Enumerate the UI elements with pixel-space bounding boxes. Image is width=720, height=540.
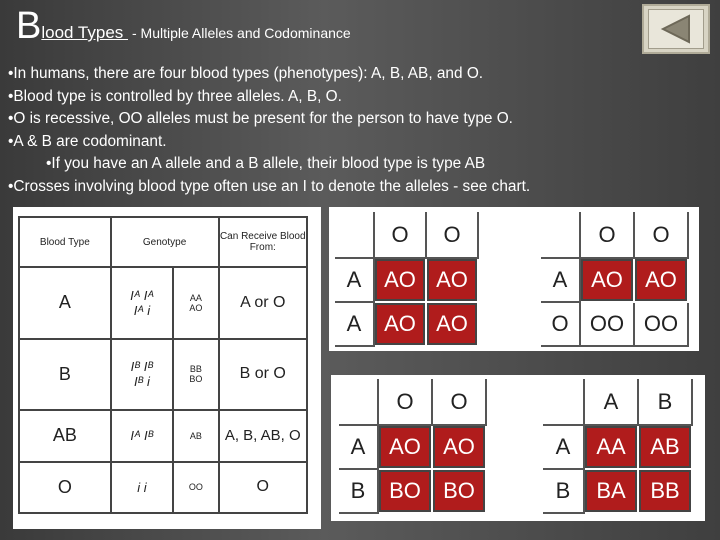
bullet-item: •Crosses involving blood type often use an I to denote the alleles - see chart. [8,177,531,195]
corner-cell [543,379,584,425]
row-b-alleles [173,339,218,411]
row-b-receive: B or O [219,339,307,411]
genotype-cell: AO [426,258,478,302]
genotype-cell: AO [374,258,426,302]
back-button[interactable] [642,4,710,54]
top-allele: O [378,379,432,425]
title-subtitle: - Multiple Alleles and Codominance [132,25,351,41]
bullet-item: •If you have an A allele and a B allele, their blood type is type AB [46,155,486,172]
genotype-cell: AO [634,258,688,302]
title-rest: lood Types [41,23,128,42]
bullet-item: •O is recessive, OO alleles must be present for the person to have type O. [8,110,513,127]
row-a-alleles [173,267,218,339]
genotype-line: Iᴬ i [133,302,151,318]
genotype-cell: AO [580,258,634,302]
blood-type-table-panel [13,207,321,529]
bullet-item: •A & B are codominant. [8,132,167,150]
side-allele: A [543,425,584,469]
genotype-line: Iᴮ i [133,374,150,390]
row-a-genotype [111,267,174,339]
row-o-receive: O [219,462,307,513]
genotype-cell: OO [634,302,688,346]
title-initial: B [16,5,42,47]
allele-pair: BO [189,374,203,385]
row-ab-alleles: AB [173,410,218,461]
header-receive: Can Receive Blood From: [219,217,307,267]
top-allele: O [374,212,426,258]
row-a-receive: A or O [219,267,307,339]
punnett-square-4 [543,379,693,514]
header-blood-type: Blood Type [19,217,111,267]
row-b-genotype [111,339,174,411]
genotype-cell: AB [638,425,692,469]
top-allele: O [634,212,688,258]
side-allele: A [339,425,378,469]
genotype-cell: AO [378,425,432,469]
side-allele: A [541,258,580,302]
top-allele: O [432,379,486,425]
row-o-alleles: OO [173,462,218,513]
side-allele: A [335,302,374,346]
blood-type-table [18,216,308,514]
side-allele: O [541,302,580,346]
header-genotype: Genotype [111,217,219,267]
corner-cell [541,212,580,258]
punnett-panel-bottom [331,375,705,521]
punnett-panel-top [329,207,699,351]
bullet-item: •In humans, there are four blood types (phenotypes): A, B, AB, and O. [8,65,484,82]
row-o-type: O [19,462,111,513]
top-allele: B [638,379,692,425]
allele-pair: AA [189,292,202,303]
top-allele: O [580,212,634,258]
genotype-cell: OO [580,302,634,346]
genotype-line: Iᴬ Iᴬ [130,287,154,303]
row-o-genotype: i i [111,462,174,513]
top-allele: O [426,212,478,258]
genotype-cell: AO [374,302,426,346]
side-allele: B [339,469,378,513]
punnett-square-1 [335,212,479,347]
genotype-cell: BO [378,469,432,513]
bullet-list [8,63,720,198]
slide-title [16,6,351,46]
row-a-type: A [19,267,111,339]
allele-pair: AO [189,302,203,313]
side-allele: B [543,469,584,513]
side-allele: A [335,258,374,302]
genotype-cell: AO [432,425,486,469]
genotype-cell: BO [432,469,486,513]
row-b-type: B [19,339,111,411]
corner-cell [335,212,374,258]
punnett-square-2 [541,212,689,347]
corner-cell [339,379,378,425]
genotype-cell: BA [584,469,638,513]
top-allele: A [584,379,638,425]
genotype-cell: AA [584,425,638,469]
genotype-cell: BB [638,469,692,513]
genotype-cell: AO [426,302,478,346]
row-ab-genotype: Iᴬ Iᴮ [111,410,174,461]
row-ab-type: AB [19,410,111,461]
genotype-line: Iᴮ Iᴮ [130,359,154,375]
punnett-square-3 [339,379,487,514]
row-ab-receive: A, B, AB, O [219,410,307,461]
bullet-item: •Blood type is controlled by three alleles. A, B, O. [8,87,342,105]
back-arrow-icon [659,14,693,44]
back-button-face [648,9,704,49]
allele-pair: BB [189,364,202,375]
